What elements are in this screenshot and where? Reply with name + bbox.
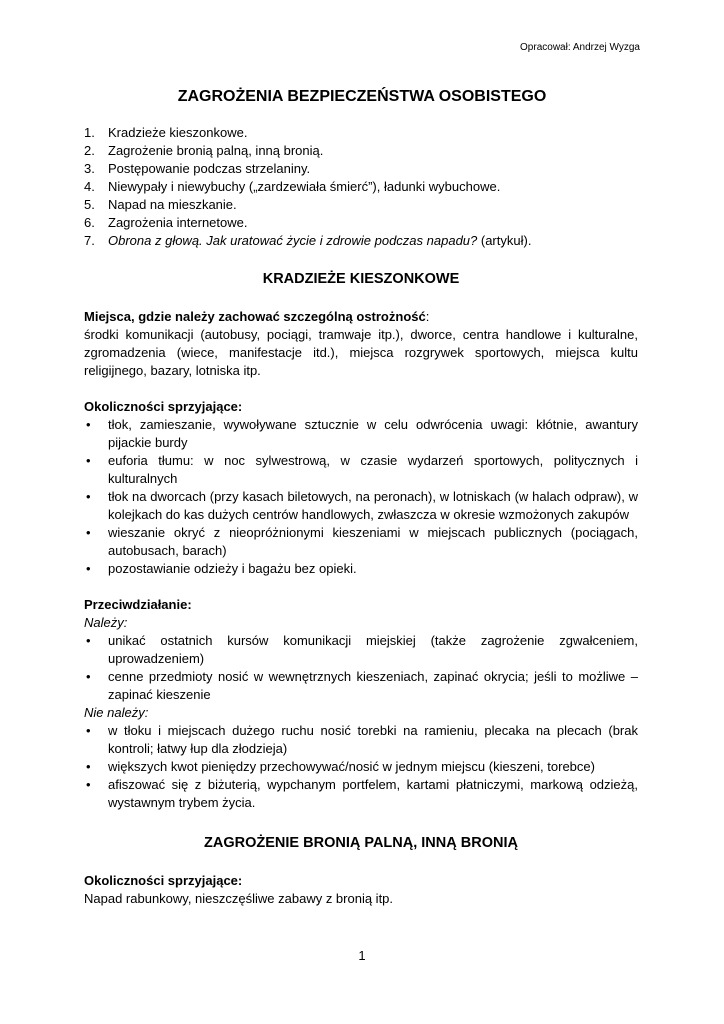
toc-item: 7. Obrona z głową. Jak uratować życie i zdrowie podczas napadu? (artykuł). bbox=[84, 233, 532, 248]
firearms-circumstances-heading: Okoliczności sprzyjające: bbox=[84, 873, 243, 888]
page-number: 1 bbox=[358, 948, 366, 963]
toc-item: 1. Kradzieże kieszonkowe. bbox=[84, 125, 248, 140]
list-item: • większych kwot pieniędzy przechowywać/nosić w jednym miejscu (kieszeni, torebce) bbox=[84, 758, 638, 776]
should-label: Należy: bbox=[84, 615, 128, 630]
circumstances-heading: Okoliczności sprzyjające: bbox=[84, 399, 243, 414]
should-not-label: Nie należy: bbox=[84, 705, 149, 720]
document-body bbox=[84, 124, 638, 908]
table-of-contents bbox=[84, 124, 638, 250]
list-item: • wieszanie okryć z nieopróżnionymi kieszeniami w miejscach publicznych (pociągach, autobusach, barach) bbox=[84, 524, 638, 560]
section-title-pickpocketing: KRADZIEŻE KIESZONKOWE bbox=[262, 271, 460, 287]
toc-item: 4. Niewypały i niewybuchy („zardzewiała śmierć”), ładunki wybuchowe. bbox=[84, 179, 501, 194]
list-item: • cenne przedmioty nosić w wewnętrznych kieszeniach, zapinać okrycia; jeśli to możliwe – zapinać kieszenie bbox=[84, 668, 638, 704]
places-text: środki komunikacji (autobusy, pociągi, tramwaje itp.), dworce, centra handlowe i kulturalne, zgromadzenia (wiece, manifestacje itd.), miejsca rozgrywek sportowych, miejsca kultu religijnego, bazary, lotniska itp. bbox=[84, 327, 638, 378]
header-author: Opracował: Andrzej Wyzga bbox=[520, 42, 640, 53]
list-item: • unikać ostatnich kursów komunikacji miejskiej (także zagrożenie zgwałceniem, uprowadzeniem) bbox=[84, 632, 638, 668]
toc-item: 3. Postępowanie podczas strzelaniny. bbox=[84, 161, 311, 176]
list-item: • tłok na dworcach (przy kasach biletowych, na peronach), w lotniskach (w halach odpraw), w kolejkach do kas dużych centrów handlowych, zwłaszcza w okresie wzmożonych zakupów bbox=[84, 488, 638, 524]
list-item: • euforia tłumu: w noc sylwestrową, w czasie wydarzeń sportowych, politycznych i kulturalnych bbox=[84, 452, 638, 488]
toc-item: 6. Zagrożenia internetowe. bbox=[84, 215, 248, 230]
toc-item: 5. Napad na mieszkanie. bbox=[84, 197, 237, 212]
should-list bbox=[84, 632, 638, 704]
list-item: • tłok, zamieszanie, wywoływane sztucznie w celu odwrócenia uwagi: kłótnie, awantury pijackie burdy bbox=[84, 416, 638, 452]
section-title-firearms: ZAGROŻENIE BRONIĄ PALNĄ, INNĄ BRONIĄ bbox=[204, 835, 518, 851]
prevention-heading: Przeciwdziałanie: bbox=[84, 597, 192, 612]
list-item: • pozostawianie odzieży i bagażu bez opieki. bbox=[84, 560, 638, 578]
firearms-circumstances-text: Napad rabunkowy, nieszczęśliwe zabawy z bronią itp. bbox=[84, 891, 394, 906]
circumstances-list bbox=[84, 416, 638, 578]
list-item: • afiszować się z biżuterią, wypchanym portfelem, kartami płatniczymi, markową odzieżą, wystawnym trybem życia. bbox=[84, 776, 638, 812]
toc-item: 2. Zagrożenie bronią palną, inną bronią. bbox=[84, 143, 324, 158]
document-title: ZAGROŻENIA BEZPIECZEŃSTWA OSOBISTEGO bbox=[177, 88, 547, 105]
list-item: • w tłoku i miejscach dużego ruchu nosić torebki na ramieniu, plecaka na plecach (brak kontroli; łatwy łup dla złodzieja) bbox=[84, 722, 638, 758]
should-not-list bbox=[84, 722, 638, 812]
places-heading-line: Miejsca, gdzie należy zachować szczególną ostrożność: bbox=[84, 309, 430, 324]
